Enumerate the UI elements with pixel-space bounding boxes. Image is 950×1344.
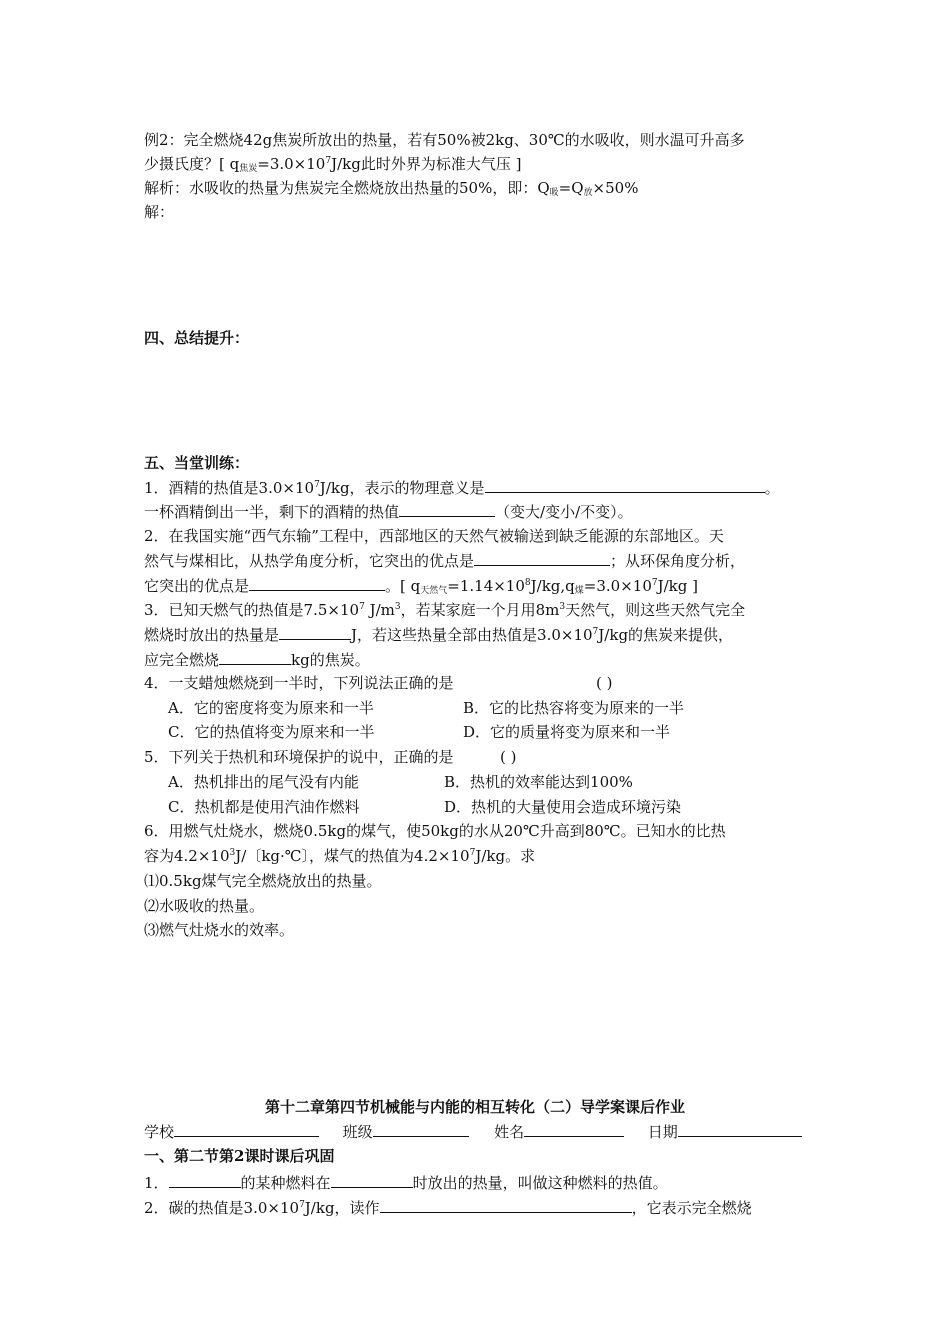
homework-section1-title xyxy=(144,1146,334,1166)
question-text: 。 xyxy=(764,479,780,497)
question-text: J/kg ] xyxy=(657,577,698,595)
q3-line1 xyxy=(144,600,745,620)
question-text: 1．酒精的热值是3.0×10 xyxy=(144,479,315,497)
name-field[interactable] xyxy=(524,1121,624,1137)
question-text: 。[ q xyxy=(385,577,421,595)
question-text: 2．在我国实施“西气东输”工程中，西部地区的天然气被输送到缺乏能源的东部地区。天 xyxy=(144,527,724,545)
analysis-text: =Q xyxy=(558,179,584,197)
hw-q2 xyxy=(144,1197,752,1218)
q6-line1 xyxy=(144,821,726,841)
q3-line3 xyxy=(144,649,370,670)
q5-options-row1 xyxy=(168,772,633,792)
question-text: 3．已知天燃气的热值是7.5×10 xyxy=(144,601,360,619)
question-text: 天然气，则这些天然气完全 xyxy=(565,601,746,619)
option-c[interactable]: C．热机都是使用汽油作燃料 xyxy=(168,798,360,816)
question-text: J，若这些热量全部由热值是3.0×10 xyxy=(351,626,593,644)
question-text: ；从环保角度分析， xyxy=(610,552,746,570)
example2-line1 xyxy=(144,130,745,150)
section-heading: 四、总结提升： xyxy=(144,329,250,347)
question-text: J/kg,q xyxy=(530,577,575,595)
q5-options-row2 xyxy=(168,797,682,817)
question-text: J/kg的焦炭来提供， xyxy=(598,626,734,644)
class-label: 班级 xyxy=(342,1123,373,1141)
option-a[interactable]: A．热机排出的尾气没有内能 xyxy=(168,773,359,791)
question-text: 燃烧时放出的热量是 xyxy=(144,626,280,644)
example2-text: 例2：完全燃烧42g焦炭所放出的热量，若有50%被2kg、30℃的水吸收，则水温可升高多 xyxy=(144,131,745,149)
option-a[interactable]: A．它的密度将变为原来和一半 xyxy=(168,699,374,717)
q6-sub1 xyxy=(144,871,382,891)
superscript: 7 xyxy=(469,848,476,858)
answer-blank[interactable] xyxy=(279,624,351,640)
answer-blank[interactable] xyxy=(474,550,610,566)
superscript: 7 xyxy=(314,480,320,490)
question-text: 时放出的热量，叫做这种燃料的热值。 xyxy=(412,1174,668,1192)
subscript: 煤 xyxy=(574,586,584,596)
q1-line2 xyxy=(144,501,633,522)
superscript: 3 xyxy=(394,602,401,612)
question-text: （变大/变小/不变）。 xyxy=(495,503,633,521)
answer-blank[interactable] xyxy=(331,1172,413,1188)
subscript: 焦炭 xyxy=(239,164,258,174)
superscript: 7 xyxy=(359,602,365,612)
answer-parentheses[interactable]: ( ) xyxy=(500,748,517,766)
option-d[interactable]: D．它的质量将变为原来和一半 xyxy=(463,723,671,741)
q3-line2 xyxy=(144,624,733,645)
question-text: J/kg，读作 xyxy=(304,1199,380,1217)
q2-line2 xyxy=(144,550,745,571)
answer-blank[interactable] xyxy=(485,477,765,493)
hw-q1 xyxy=(144,1172,668,1193)
q2-line1 xyxy=(144,526,724,546)
answer-blank[interactable] xyxy=(380,1197,632,1213)
option-c[interactable]: C．它的热值将变为原来和一半 xyxy=(168,723,375,741)
example2-analysis xyxy=(144,178,638,198)
question-text: 然气与煤相比，从热学角度分析，它突出的优点是 xyxy=(144,552,475,570)
question-text: J/〔kg·℃〕，煤气的热值为4.2×10 xyxy=(235,847,470,865)
question-text: kg的焦炭。 xyxy=(291,651,370,669)
subscript: 放 xyxy=(583,188,593,198)
homework-info-row xyxy=(144,1121,802,1142)
example2-text: 少摄氏度？[ q xyxy=(144,155,240,173)
superscript: 3 xyxy=(229,848,236,858)
q6-line2 xyxy=(144,846,535,866)
example2-text: =3.0×10 xyxy=(257,155,326,173)
homework-title xyxy=(0,1097,950,1117)
sub-question: ⑶燃气灶烧水的效率。 xyxy=(144,921,295,939)
q6-sub3 xyxy=(144,920,294,940)
question-text: 应完全燃烧 xyxy=(144,651,220,669)
date-label: 日期 xyxy=(647,1123,678,1141)
question-text: 一杯酒精倒出一半，剩下的酒精的热值 xyxy=(144,503,400,521)
q6-sub2 xyxy=(144,896,264,916)
analysis-text: ×50% xyxy=(592,179,639,197)
school-field[interactable] xyxy=(174,1121,319,1137)
superscript: 7 xyxy=(592,627,599,637)
date-field[interactable] xyxy=(678,1121,802,1137)
q1-line1 xyxy=(144,477,780,498)
section4-title xyxy=(144,328,249,348)
q4-options-row1 xyxy=(168,698,685,718)
q2-line3 xyxy=(144,575,698,596)
q5-stem xyxy=(144,747,517,767)
school-label: 学校 xyxy=(144,1123,175,1141)
example2-solution xyxy=(144,202,174,222)
superscript: 7 xyxy=(651,578,658,588)
example2-text: J/kg此时外界为标准大气压 ] xyxy=(331,155,522,173)
question-text: 它突出的优点是 xyxy=(144,577,250,595)
option-d[interactable]: D．热机的大量使用会造成环境污染 xyxy=(444,798,682,816)
solution-label: 解： xyxy=(144,203,175,221)
question-text: 5．下列关于热机和环境保护的说中，正确的是 xyxy=(144,748,454,766)
question-text: 的某种燃料在 xyxy=(240,1174,331,1192)
superscript: 3 xyxy=(559,602,566,612)
question-text: ，若某家庭一个月用8m xyxy=(400,601,560,619)
question-text: J/kg，表示的物理意义是 xyxy=(319,479,485,497)
name-label: 姓名 xyxy=(494,1123,525,1141)
question-text: ，它表示完全燃烧 xyxy=(631,1199,752,1217)
question-text: 2．碳的热值是3.0×10 xyxy=(144,1199,300,1217)
superscript: 7 xyxy=(299,1200,305,1210)
answer-blank[interactable] xyxy=(399,501,495,517)
subscript: 天然气 xyxy=(420,586,448,596)
section-heading: 一、第二节第2课时课后巩固 xyxy=(144,1147,335,1165)
option-b[interactable]: B．它的比热容将变为原来的一半 xyxy=(463,699,685,717)
superscript: 8 xyxy=(524,578,531,588)
question-text: J/kg。求 xyxy=(475,847,536,865)
q4-stem xyxy=(144,673,613,693)
sub-question: ⑴0.5kg煤气完全燃烧放出的热量。 xyxy=(144,872,382,890)
question-text: 1． xyxy=(144,1174,169,1192)
question-text: 6．用燃气灶烧水，燃烧0.5kg的煤气，使50kg的水从20℃升高到80℃。已知水的比热 xyxy=(144,822,726,840)
section-heading: 五、当堂训练： xyxy=(144,454,250,472)
subscript: 吸 xyxy=(549,188,559,198)
answer-parentheses[interactable]: ( ) xyxy=(596,674,613,692)
sub-question: ⑵水吸收的热量。 xyxy=(144,897,265,915)
question-text: 容为4.2×10 xyxy=(144,847,230,865)
question-text: =3.0×10 xyxy=(583,577,652,595)
q4-options-row2 xyxy=(168,722,671,742)
question-text: =1.14×10 xyxy=(447,577,525,595)
page-title: 第十二章第四节机械能与内能的相互转化（二）导学案课后作业 xyxy=(264,1098,685,1116)
option-b[interactable]: B．热机的效率能达到100% xyxy=(444,773,633,791)
superscript: 7 xyxy=(325,156,332,166)
question-text: 4．一支蜡烛燃烧到一半时，下列说法正确的是 xyxy=(144,674,454,692)
answer-blank[interactable] xyxy=(169,1172,241,1188)
class-field[interactable] xyxy=(373,1121,469,1137)
analysis-text: 解析：水吸收的热量为焦炭完全燃烧放出热量的50%，即：Q xyxy=(144,179,550,197)
question-text: J/m xyxy=(364,601,395,619)
answer-blank[interactable] xyxy=(219,649,291,665)
answer-blank[interactable] xyxy=(249,575,385,591)
example2-line2 xyxy=(144,154,521,174)
section5-title xyxy=(144,453,249,473)
